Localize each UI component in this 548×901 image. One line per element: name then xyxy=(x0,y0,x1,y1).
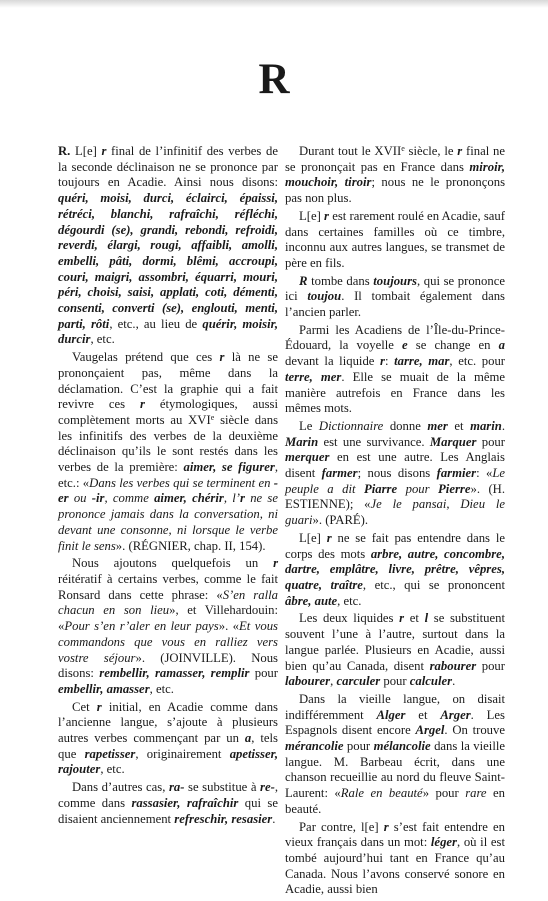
headword-text: mérancolie xyxy=(285,739,344,754)
body-text: Dans d’autres cas, xyxy=(72,780,169,795)
body-text: . On trouve xyxy=(444,723,506,738)
headword-text: a xyxy=(244,731,252,746)
paragraph xyxy=(58,780,278,827)
body-text: tombe dans xyxy=(307,273,374,288)
paragraph xyxy=(285,274,505,321)
body-text: Le xyxy=(299,418,319,433)
headword-text: aimer, se figurer xyxy=(183,460,275,475)
body-text: , etc., au lieu de xyxy=(109,316,203,331)
body-text: ne se prononce jamais dans la conversation, ni devant une consonne, ni lorsque le verbe finit le sens xyxy=(58,491,279,553)
body-text: . xyxy=(452,674,456,689)
paragraph xyxy=(58,556,278,697)
headword-text: rapetisser xyxy=(84,746,136,761)
body-text: ou xyxy=(68,491,92,506)
headword-text: toujou xyxy=(307,289,342,304)
body-text: L[e] xyxy=(299,530,327,545)
headword-text: ra- xyxy=(168,780,185,795)
headword-text: farmier xyxy=(436,466,477,481)
superscript-text: e xyxy=(210,412,215,422)
headword-text: quéri, moisi, durci, éclairci, épaissi, rétréci, blanchi, rafraîchi, réfléchi, dégourdi (se), grandi, rebondi, refroidi, reverdi, élargi, rougi, affaibli, amolli, embelli, pâti, dormi, blêmi, accroupi, couri, maigri, assombri, équarri, mouri, péri, choisi, saisi, applati, coti, démenti, consenti, converti (se), englouti, menti, parti, rôti xyxy=(58,191,278,331)
body-text: , xyxy=(330,674,337,689)
headword-text: embellir, amasser xyxy=(58,681,150,696)
paragraph xyxy=(285,209,505,272)
body-text: Cet xyxy=(72,699,97,714)
body-text: ». (H. ESTIENNE); « xyxy=(285,481,506,512)
headword-text: labourer xyxy=(285,674,331,689)
body-text: , etc.: « xyxy=(58,460,278,490)
headword-text: Alger xyxy=(376,707,406,722)
body-text: L[e] xyxy=(299,208,325,223)
body-text: là ne se prononçaient pas, même dans la déclamation. C’est la graphie qui a fait revivre ces xyxy=(58,350,278,412)
body-text: ». (PARÉ). xyxy=(312,513,369,528)
headword-text: Pierre xyxy=(438,481,471,496)
body-text: final de l’infinitif des verbes de la seconde déclinaison ne se prononce par toujours en Acadie. Ainsi nous disons: xyxy=(58,144,278,190)
headword-text: rassasier, rafraîchir xyxy=(131,795,239,810)
body-text: en est une autre. Les Anglais disent xyxy=(285,450,505,481)
headword-text: r xyxy=(96,699,102,714)
headword-text: r xyxy=(324,208,329,223)
body-text: », et Villehardouin: « xyxy=(58,603,278,634)
paragraph xyxy=(285,692,505,818)
body-text: dans la vieille langue. M. Barbeau écrit, dans une chanson recueillie au nord du fleuve Saint-Laurent: « xyxy=(285,739,506,801)
headword-text: quérir, moisir, durcir xyxy=(58,316,278,347)
left-column xyxy=(58,144,278,829)
headword-text: r xyxy=(380,354,385,369)
headword-text: rabourer xyxy=(429,658,477,673)
headword-text: terre, mer xyxy=(285,369,342,384)
body-text: Je le pansai, Dieu le guari xyxy=(285,497,506,528)
body-text: , originairement xyxy=(135,746,230,761)
body-text: , etc. xyxy=(149,681,174,696)
headword-text: Piarre xyxy=(363,481,398,496)
headword-text: e xyxy=(402,338,408,353)
headword-text: r xyxy=(240,491,245,506)
body-text: : « xyxy=(476,466,493,481)
body-text: initial, en Acadie comme dans l’ancienne langue, s’ajoute à plusieurs autres verbes commençant par un xyxy=(58,699,278,746)
paragraph xyxy=(58,144,278,348)
body-text: . Il tombait également dans l’ancien parler. xyxy=(285,289,505,320)
paragraph xyxy=(285,323,505,417)
body-text: » pour xyxy=(422,786,466,801)
body-text: ». « xyxy=(218,619,240,634)
headword-text: âbre, aute xyxy=(285,593,338,608)
body-text: . Elle se muait de la même manière autrefois en France dans les mêmes mots. xyxy=(285,369,505,416)
headword-text: farmer xyxy=(321,466,358,481)
body-text: Durant tout le XVII xyxy=(299,144,402,158)
body-text: se substitue à xyxy=(184,780,261,795)
body-text: S’en ralla chacun en son lieu xyxy=(58,587,278,618)
body-text: , l’ xyxy=(223,491,241,506)
headword-text: tarre, mar xyxy=(394,354,450,369)
body-text: devant la liquide xyxy=(285,354,381,369)
body-text: Rale en beauté xyxy=(340,786,423,801)
body-text: , où il est tombé aujourd’hui tant en France qu’au Canada. Nous l’avons conservé sonore en Acadie, aussi bien xyxy=(285,835,505,897)
body-text: et xyxy=(447,418,471,433)
body-text: Et vous commandons que vous en ralliez vers vostre séjour xyxy=(58,619,278,665)
body-text: . Les Espagnols disent encore xyxy=(285,707,505,738)
paragraph xyxy=(285,611,505,690)
body-text: ». (RÉGNIER, chap. II, 154). xyxy=(115,538,266,553)
body-text: et xyxy=(405,707,441,722)
headword-text: r xyxy=(383,819,389,834)
body-text: Pour s’en r’aler en leur pays xyxy=(64,619,219,634)
body-text: R. xyxy=(58,144,71,158)
body-text: pour xyxy=(397,481,439,496)
headword-text: apetisser, rajouter xyxy=(58,746,278,777)
headword-text: aimer, chérir xyxy=(154,491,224,506)
headword-text: Argel xyxy=(415,723,445,738)
paragraph xyxy=(285,820,505,899)
headword-text: r xyxy=(101,144,107,158)
body-text: Par contre, l[e] xyxy=(299,819,384,834)
body-text: , etc. pour xyxy=(449,354,506,369)
body-text: , tels que xyxy=(58,731,278,761)
paragraph xyxy=(285,419,505,529)
paragraph xyxy=(285,144,505,207)
body-text: étymologiques, aussi complètement morts au XVI xyxy=(58,397,278,427)
body-text: Nous ajoutons quelquefois un xyxy=(72,556,274,571)
headword-text: merquer xyxy=(285,450,330,465)
body-text: Vaugelas prétend que ces xyxy=(72,350,220,365)
body-text: Dictionnaire xyxy=(318,418,384,433)
headword-text: rembellir, ramasser, remplir xyxy=(99,666,250,681)
section-letter: R xyxy=(258,56,290,103)
scan-top-edge xyxy=(0,0,548,8)
headword-text: miroir, mouchoir, tiroir xyxy=(285,159,505,190)
body-text: en beauté. xyxy=(285,786,505,816)
body-text: . xyxy=(272,811,276,826)
body-text: Le peuple a dit xyxy=(285,466,506,496)
body-text: pour xyxy=(343,739,374,754)
body-text: réitératif à certains verbes, comme le fait Ronsard dans cette phrase: « xyxy=(58,571,278,602)
body-text: Les deux liquides xyxy=(299,611,400,626)
headword-text: re- xyxy=(260,780,275,795)
headword-text: marin xyxy=(470,418,502,433)
body-text: donne xyxy=(383,418,428,433)
body-text: L[e] xyxy=(70,144,102,158)
body-text: Parmi les Acadiens de l’Île-du-Prince-Édouard, la voyelle xyxy=(285,322,505,353)
body-text: , etc. xyxy=(100,762,125,777)
headword-text: r xyxy=(219,350,225,365)
headword-text: -er xyxy=(58,475,278,506)
body-text: ; nous ne le prononçons pas non plus. xyxy=(285,175,506,206)
body-text: , qui se prononce ici xyxy=(285,273,505,304)
headword-text: arbre, autre, concombre, dartre, emplâtre, livre, prêtre, vêpres, quatre, traître xyxy=(285,546,505,592)
headword-text: Arger xyxy=(440,707,471,722)
headword-text: r xyxy=(139,397,145,412)
right-column xyxy=(285,144,505,900)
paragraph xyxy=(58,350,278,554)
body-text: se change en xyxy=(407,338,499,353)
superscript-text: e xyxy=(401,144,405,153)
headword-text: R xyxy=(299,273,308,288)
body-text: siècle, le xyxy=(404,144,458,158)
body-text: est rarement roulé en Acadie, sauf dans certaines familles où ce timbre, inconnu aux autres langues, se transmet de père en fils. xyxy=(285,208,505,270)
body-text: , comme xyxy=(104,491,155,506)
headword-text: l xyxy=(424,611,429,626)
body-text: siècle dans les infinitifs des verbes de la deuxième déclinaison qu’ils le sont restés dans les verbes de la première: xyxy=(58,412,279,475)
headword-text: -ir xyxy=(91,491,105,506)
body-text: ; nous disons xyxy=(357,466,437,481)
headword-text: refreschir, resasier xyxy=(174,811,273,826)
body-text: qui se disaient anciennement xyxy=(58,795,278,826)
body-text: est une survivance. xyxy=(318,434,430,449)
body-text: final ne se prononçait pas en France dans xyxy=(285,144,505,174)
body-text: s’est fait entendre en vieux français dans un mot: xyxy=(285,819,505,850)
body-text: pour xyxy=(476,658,505,673)
headword-text: mélancolie xyxy=(373,739,431,754)
body-text: et xyxy=(404,611,425,626)
body-text: pour xyxy=(249,666,278,681)
body-text: , etc. xyxy=(90,332,115,347)
headword-text: r xyxy=(457,144,463,158)
headword-text: léger xyxy=(430,835,457,850)
body-text: ». (JOINVILLE). Nous disons: xyxy=(58,650,278,681)
headword-text: calculer xyxy=(409,674,453,689)
paragraph xyxy=(285,531,505,610)
body-text: se substituent souvent l’une à l’autre, surtout dans la langue parlée. Plusieurs en Acadie, aussi bien qu’au Canada, disent xyxy=(285,611,505,673)
body-text: ne se fait pas entendre dans le corps des mots xyxy=(285,530,505,561)
body-text: pour xyxy=(476,434,505,449)
body-text: rare xyxy=(465,786,487,801)
headword-text: a xyxy=(498,338,505,353)
body-text: : xyxy=(384,354,395,369)
body-text: . xyxy=(501,418,505,433)
headword-text: toujours xyxy=(373,273,417,288)
body-text: Dans les verbes qui se terminent en xyxy=(89,475,274,490)
headword-text: carculer xyxy=(336,674,381,689)
body-text: Dans la vieille langue, on disait indifféremment xyxy=(285,691,505,722)
headword-text: mer xyxy=(427,418,448,433)
body-text: , comme dans xyxy=(58,780,278,810)
headword-text: Marquer xyxy=(429,434,477,449)
headword-text: r xyxy=(399,611,405,626)
paragraph xyxy=(58,700,278,779)
headword-text: r xyxy=(273,556,278,571)
body-text: , etc. xyxy=(337,593,362,608)
body-text: , etc., qui se prononcent xyxy=(362,577,505,592)
body-text: pour xyxy=(380,674,410,689)
headword-text: Marin xyxy=(285,434,319,449)
headword-text: r xyxy=(326,530,332,545)
